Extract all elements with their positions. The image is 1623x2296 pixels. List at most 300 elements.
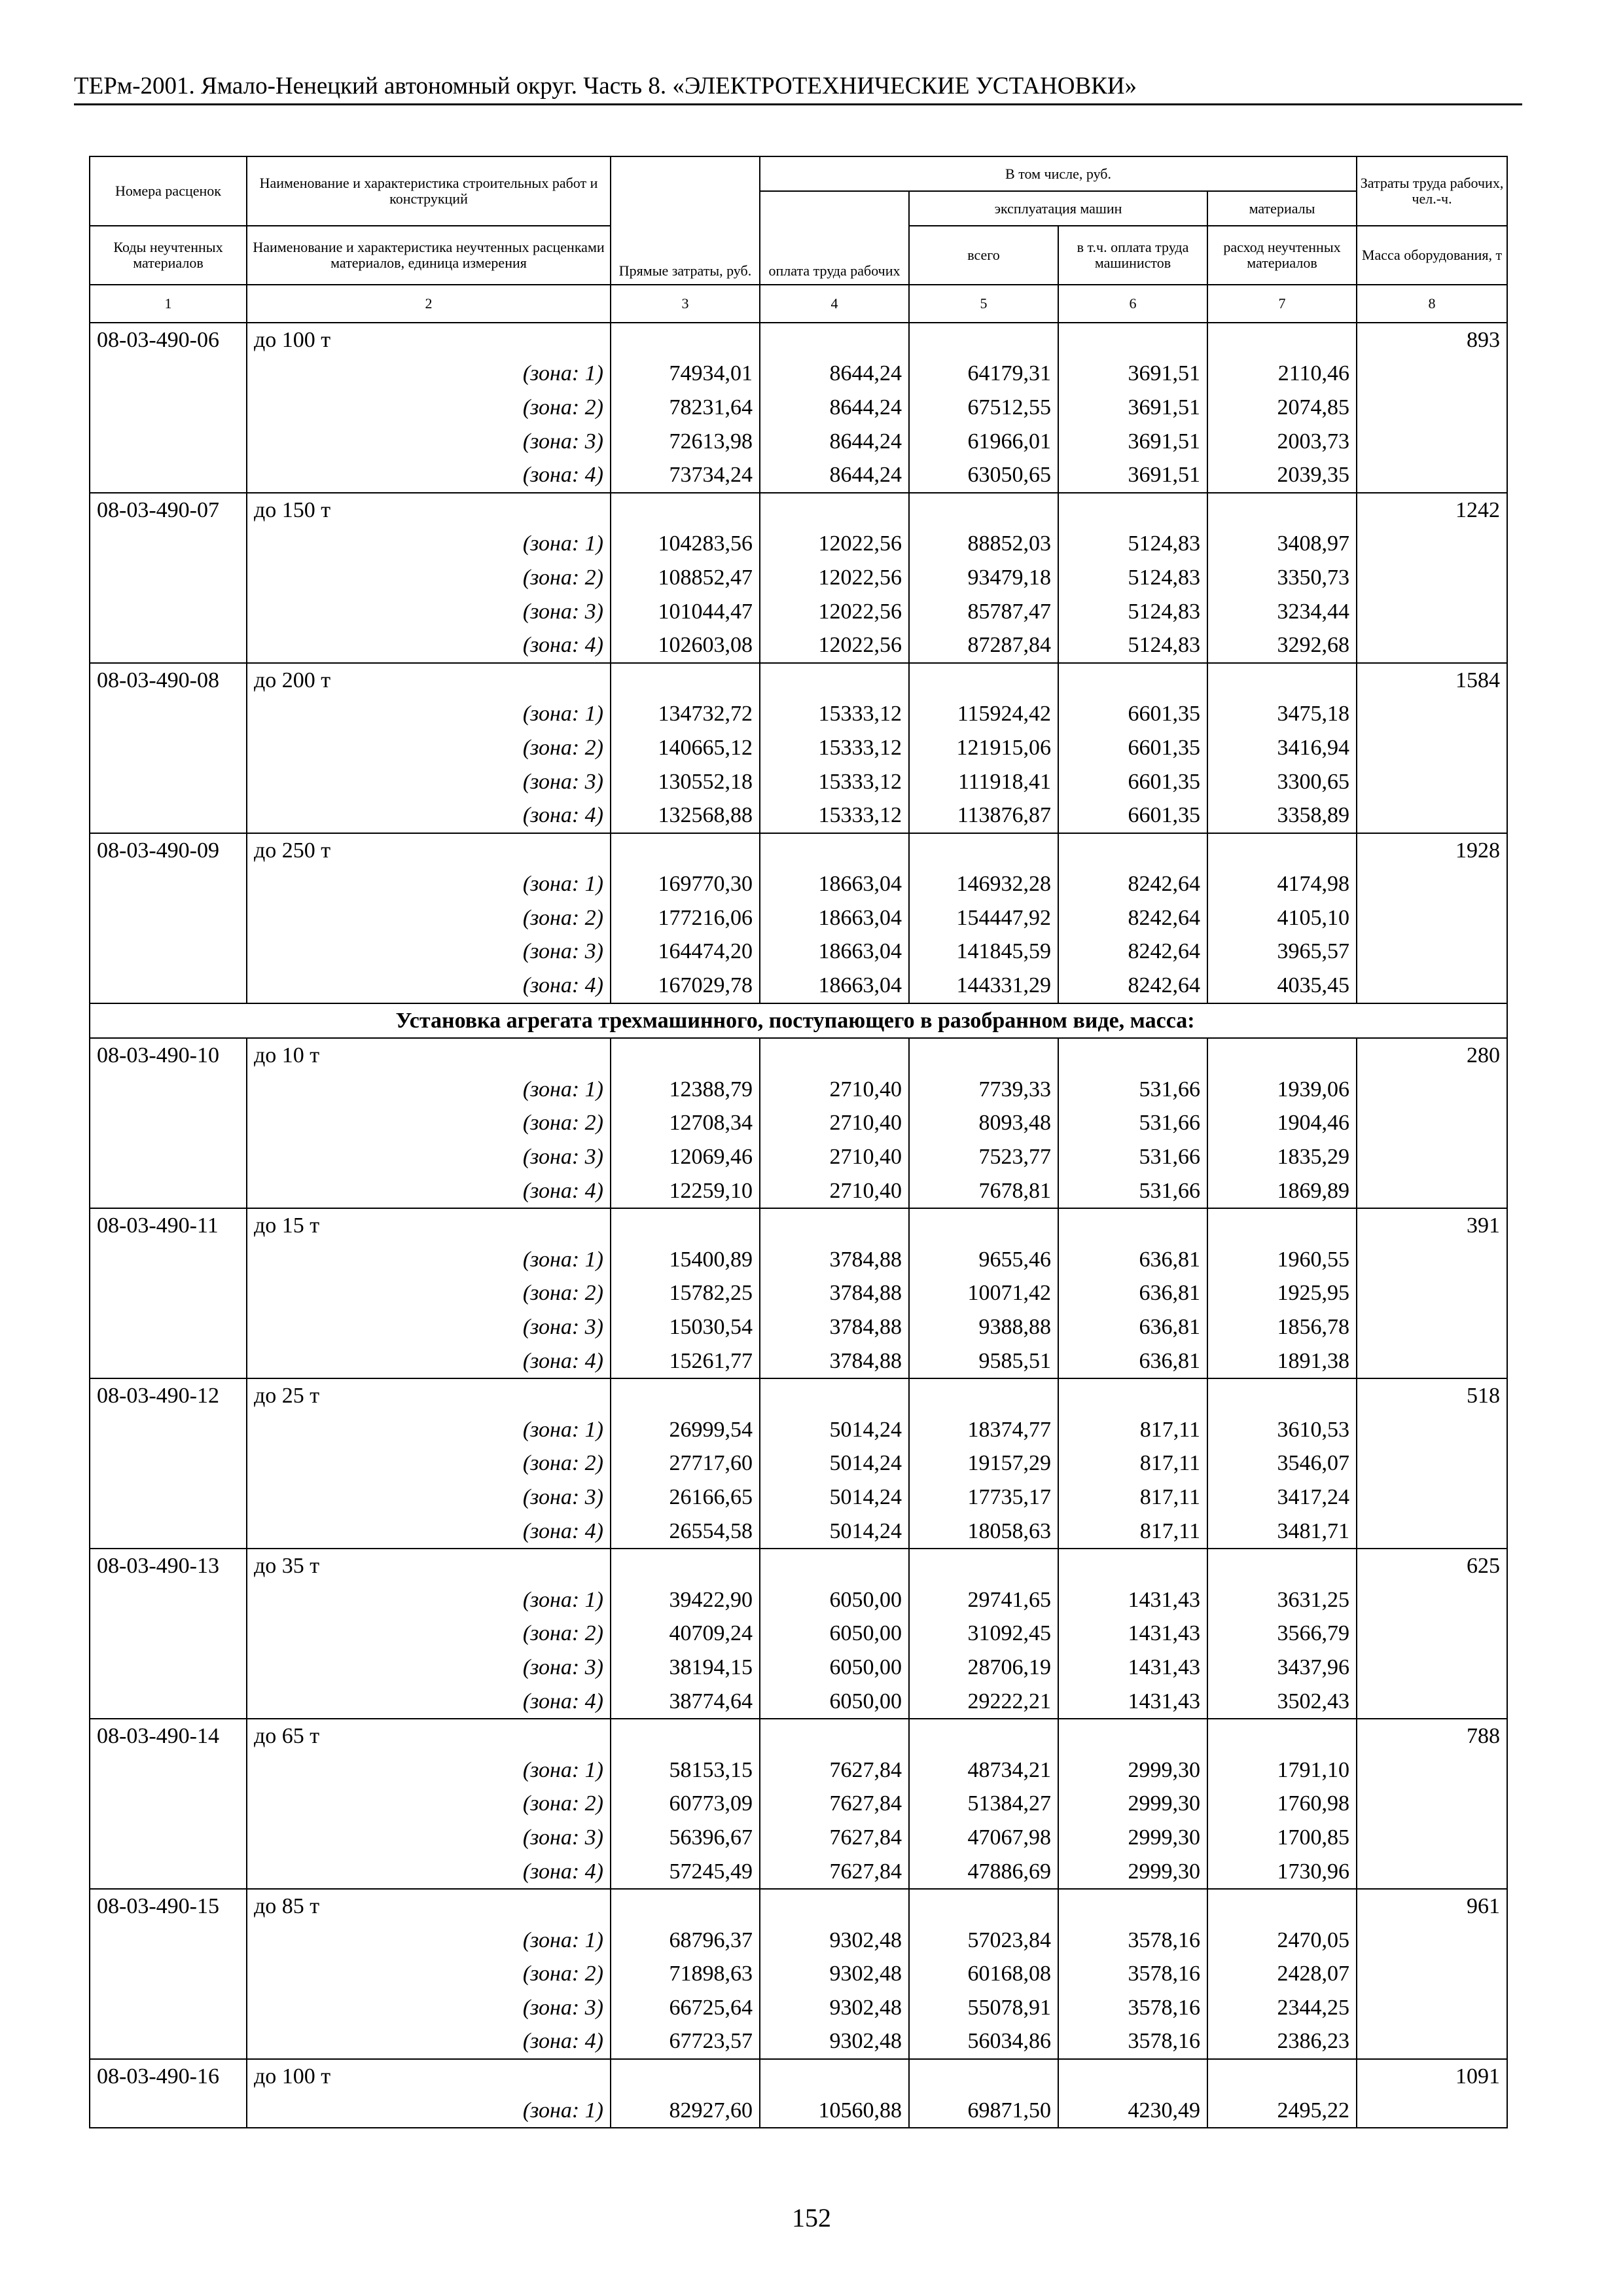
empty-cell: [1357, 2094, 1507, 2128]
machines-total: 56034,86: [909, 2025, 1058, 2060]
materials-cost: 1856,78: [1207, 1310, 1357, 1344]
zone-row: [90, 798, 1507, 833]
operators-wages: 5124,83: [1058, 528, 1207, 562]
empty-cell: [1357, 1107, 1507, 1141]
operators-wages: 636,81: [1058, 1243, 1207, 1277]
column-numbers-row: [90, 285, 1507, 323]
empty-cell: [1357, 1073, 1507, 1107]
machines-total: 144331,29: [909, 969, 1058, 1003]
direct-costs: 66725,64: [611, 1991, 760, 2025]
empty-cell: [611, 1208, 760, 1243]
empty-cell: [1357, 1344, 1507, 1379]
empty-cell: [1357, 1821, 1507, 1855]
direct-costs: 67723,57: [611, 2025, 760, 2060]
empty-cell: [760, 1038, 909, 1073]
empty-cell: [760, 663, 909, 698]
rate-item-row: [90, 1549, 1507, 1583]
zone-label: (зона: 3): [247, 425, 611, 459]
direct-costs: 38194,15: [611, 1651, 760, 1685]
materials-cost: 3965,57: [1207, 935, 1357, 969]
zone-row: [90, 1140, 1507, 1174]
machines-total: 7678,81: [909, 1174, 1058, 1209]
direct-costs: 15030,54: [611, 1310, 760, 1344]
rate-name: до 65 т: [247, 1719, 611, 1753]
workers-wages: 6050,00: [760, 1685, 909, 1719]
rate-item-row: [90, 323, 1507, 357]
workers-wages: 8644,24: [760, 357, 909, 391]
empty-cell: [1357, 1685, 1507, 1719]
rate-code: 08-03-490-08: [90, 663, 247, 698]
operators-wages: 2999,30: [1058, 1753, 1207, 1787]
zone-row: [90, 1107, 1507, 1141]
machines-total: 9655,46: [909, 1243, 1058, 1277]
zone-label: (зона: 2): [247, 1787, 611, 1821]
workers-wages: 2710,40: [760, 1174, 909, 1209]
workers-wages: 2710,40: [760, 1140, 909, 1174]
operators-wages: 5124,83: [1058, 595, 1207, 629]
workers-wages: 12022,56: [760, 595, 909, 629]
rate-name: до 35 т: [247, 1549, 611, 1583]
machines-total: 154447,92: [909, 901, 1058, 935]
zone-label: (зона: 3): [247, 935, 611, 969]
machines-total: 31092,45: [909, 1617, 1058, 1651]
materials-cost: 3481,71: [1207, 1515, 1357, 1549]
zone-row: [90, 969, 1507, 1003]
empty-cell: [909, 833, 1058, 868]
machines-total: 17735,17: [909, 1480, 1058, 1515]
empty-cell: [90, 1174, 247, 1209]
rate-item-row: [90, 1889, 1507, 1924]
labor-hours: 625: [1357, 1549, 1507, 1583]
workers-wages: 5014,24: [760, 1480, 909, 1515]
empty-cell: [90, 798, 247, 833]
empty-cell: [1357, 1651, 1507, 1685]
operators-wages: 8242,64: [1058, 935, 1207, 969]
empty-cell: [1357, 765, 1507, 799]
empty-cell: [90, 2094, 247, 2128]
workers-wages: 6050,00: [760, 1617, 909, 1651]
zone-label: (зона: 2): [247, 731, 611, 765]
labor-hours: 1584: [1357, 663, 1507, 698]
column-number: 2: [247, 285, 611, 323]
rate-name: до 10 т: [247, 1038, 611, 1073]
empty-cell: [1357, 628, 1507, 663]
materials-cost: 3417,24: [1207, 1480, 1357, 1515]
materials-cost: 3566,79: [1207, 1617, 1357, 1651]
empty-cell: [1357, 1583, 1507, 1617]
zone-row: [90, 1310, 1507, 1344]
rate-item-row: [90, 2059, 1507, 2094]
workers-wages: 8644,24: [760, 425, 909, 459]
machines-total: 18374,77: [909, 1413, 1058, 1447]
rate-code: 08-03-490-12: [90, 1378, 247, 1413]
zone-row: [90, 935, 1507, 969]
rate-name: до 15 т: [247, 1208, 611, 1243]
empty-cell: [1058, 493, 1207, 528]
workers-wages: 18663,04: [760, 868, 909, 902]
zone-label: (зона: 1): [247, 1073, 611, 1107]
workers-wages: 7627,84: [760, 1753, 909, 1787]
th-including: В том числе, руб.: [760, 156, 1357, 191]
operators-wages: 6601,35: [1058, 731, 1207, 765]
workers-wages: 6050,00: [760, 1651, 909, 1685]
zone-row: [90, 425, 1507, 459]
empty-cell: [1357, 1277, 1507, 1311]
operators-wages: 1431,43: [1058, 1651, 1207, 1685]
zone-row: [90, 698, 1507, 732]
machines-total: 64179,31: [909, 357, 1058, 391]
direct-costs: 57245,49: [611, 1855, 760, 1890]
empty-cell: [90, 1753, 247, 1787]
operators-wages: 636,81: [1058, 1344, 1207, 1379]
zone-label: (зона: 4): [247, 1855, 611, 1890]
rate-code: 08-03-490-09: [90, 833, 247, 868]
machines-total: 88852,03: [909, 528, 1058, 562]
direct-costs: 26554,58: [611, 1515, 760, 1549]
empty-cell: [1357, 969, 1507, 1003]
empty-cell: [1357, 1958, 1507, 1992]
empty-cell: [90, 698, 247, 732]
operators-wages: 817,11: [1058, 1413, 1207, 1447]
rate-name: до 25 т: [247, 1378, 611, 1413]
materials-cost: 1904,46: [1207, 1107, 1357, 1141]
empty-cell: [90, 765, 247, 799]
zone-label: (зона: 2): [247, 1277, 611, 1311]
workers-wages: 15333,12: [760, 765, 909, 799]
zone-row: [90, 1344, 1507, 1379]
operators-wages: 636,81: [1058, 1277, 1207, 1311]
empty-cell: [1058, 1208, 1207, 1243]
rate-code: 08-03-490-13: [90, 1549, 247, 1583]
machines-total: 8093,48: [909, 1107, 1058, 1141]
table-body: [90, 323, 1507, 2128]
zone-row: [90, 628, 1507, 663]
direct-costs: 164474,20: [611, 935, 760, 969]
empty-cell: [1357, 698, 1507, 732]
empty-cell: [1357, 901, 1507, 935]
direct-costs: 74934,01: [611, 357, 760, 391]
zone-label: (зона: 3): [247, 1821, 611, 1855]
empty-cell: [90, 1787, 247, 1821]
direct-costs: 12259,10: [611, 1174, 760, 1209]
empty-cell: [760, 323, 909, 357]
zone-row: [90, 1821, 1507, 1855]
machines-total: 47067,98: [909, 1821, 1058, 1855]
zone-label: (зона: 4): [247, 2025, 611, 2060]
th-name: Наименование и характеристика строительных работ и конструкций: [247, 156, 611, 226]
direct-costs: 68796,37: [611, 1924, 760, 1958]
zone-label: (зона: 3): [247, 1310, 611, 1344]
zone-label: (зона: 2): [247, 391, 611, 425]
price-table: [89, 156, 1508, 2128]
machines-total: 60168,08: [909, 1958, 1058, 1992]
empty-cell: [90, 1617, 247, 1651]
empty-cell: [1207, 493, 1357, 528]
machines-total: 146932,28: [909, 868, 1058, 902]
workers-wages: 5014,24: [760, 1447, 909, 1481]
rate-code: 08-03-490-15: [90, 1889, 247, 1924]
direct-costs: 132568,88: [611, 798, 760, 833]
operators-wages: 3578,16: [1058, 1924, 1207, 1958]
empty-cell: [611, 1719, 760, 1753]
zone-label: (зона: 1): [247, 1243, 611, 1277]
operators-wages: 636,81: [1058, 1310, 1207, 1344]
zone-label: (зона: 4): [247, 798, 611, 833]
workers-wages: 8644,24: [760, 391, 909, 425]
machines-total: 113876,87: [909, 798, 1058, 833]
workers-wages: 7627,84: [760, 1855, 909, 1890]
zone-label: (зона: 2): [247, 1958, 611, 1992]
zone-label: (зона: 4): [247, 969, 611, 1003]
materials-cost: 2039,35: [1207, 458, 1357, 493]
empty-cell: [90, 628, 247, 663]
empty-cell: [1207, 1208, 1357, 1243]
operators-wages: 1431,43: [1058, 1685, 1207, 1719]
column-number: 6: [1058, 285, 1207, 323]
direct-costs: 58153,15: [611, 1753, 760, 1787]
materials-cost: 2344,25: [1207, 1991, 1357, 2025]
th-unaccounted-names: Наименование и характеристика неучтенных расценками материалов, единица измерения: [247, 226, 611, 285]
empty-cell: [611, 1378, 760, 1413]
th-equipment-mass: Масса оборудования, т: [1357, 226, 1507, 285]
operators-wages: 6601,35: [1058, 798, 1207, 833]
rate-name: до 200 т: [247, 663, 611, 698]
operators-wages: 3691,51: [1058, 425, 1207, 459]
empty-cell: [1207, 1889, 1357, 1924]
operators-wages: 6601,35: [1058, 765, 1207, 799]
zone-row: [90, 1174, 1507, 1209]
empty-cell: [1058, 2059, 1207, 2094]
materials-cost: 3234,44: [1207, 595, 1357, 629]
operators-wages: 817,11: [1058, 1447, 1207, 1481]
machines-total: 29741,65: [909, 1583, 1058, 1617]
column-number: 3: [611, 285, 760, 323]
empty-cell: [1357, 458, 1507, 493]
zone-label: (зона: 1): [247, 868, 611, 902]
machines-total: 115924,42: [909, 698, 1058, 732]
materials-cost: 2386,23: [1207, 2025, 1357, 2060]
operators-wages: 6601,35: [1058, 698, 1207, 732]
zone-row: [90, 731, 1507, 765]
direct-costs: 27717,60: [611, 1447, 760, 1481]
empty-cell: [90, 935, 247, 969]
direct-costs: 12069,46: [611, 1140, 760, 1174]
zone-label: (зона: 1): [247, 698, 611, 732]
empty-cell: [90, 561, 247, 595]
operators-wages: 817,11: [1058, 1515, 1207, 1549]
zone-row: [90, 1243, 1507, 1277]
th-direct-costs: Прямые затраты, руб.: [611, 156, 760, 285]
materials-cost: 3610,53: [1207, 1413, 1357, 1447]
workers-wages: 18663,04: [760, 901, 909, 935]
zone-row: [90, 1685, 1507, 1719]
empty-cell: [760, 1549, 909, 1583]
machines-total: 10071,42: [909, 1277, 1058, 1311]
zone-label: (зона: 1): [247, 1583, 611, 1617]
empty-cell: [760, 2059, 909, 2094]
empty-cell: [909, 323, 1058, 357]
operators-wages: 3691,51: [1058, 357, 1207, 391]
workers-wages: 2710,40: [760, 1107, 909, 1141]
empty-cell: [90, 1107, 247, 1141]
empty-cell: [1357, 528, 1507, 562]
rate-item-row: [90, 1208, 1507, 1243]
direct-costs: 60773,09: [611, 1787, 760, 1821]
empty-cell: [1357, 1515, 1507, 1549]
machines-total: 67512,55: [909, 391, 1058, 425]
empty-cell: [90, 2025, 247, 2060]
zone-label: (зона: 1): [247, 1924, 611, 1958]
empty-cell: [90, 1958, 247, 1992]
operators-wages: 8242,64: [1058, 868, 1207, 902]
workers-wages: 8644,24: [760, 458, 909, 493]
empty-cell: [909, 2059, 1058, 2094]
direct-costs: 12708,34: [611, 1107, 760, 1141]
empty-cell: [90, 1685, 247, 1719]
empty-cell: [90, 1651, 247, 1685]
zone-label: (зона: 1): [247, 2094, 611, 2128]
operators-wages: 4230,49: [1058, 2094, 1207, 2128]
th-code: Номера расценок: [90, 156, 247, 226]
operators-wages: 5124,83: [1058, 561, 1207, 595]
zone-label: (зона: 3): [247, 1991, 611, 2025]
machines-total: 18058,63: [909, 1515, 1058, 1549]
operators-wages: 2999,30: [1058, 1855, 1207, 1890]
empty-cell: [90, 595, 247, 629]
empty-cell: [611, 2059, 760, 2094]
empty-cell: [90, 1310, 247, 1344]
operators-wages: 2999,30: [1058, 1787, 1207, 1821]
rate-item-row: [90, 663, 1507, 698]
workers-wages: 10560,88: [760, 2094, 909, 2128]
zone-row: [90, 1583, 1507, 1617]
direct-costs: 108852,47: [611, 561, 760, 595]
rate-code: 08-03-490-07: [90, 493, 247, 528]
materials-cost: 4035,45: [1207, 969, 1357, 1003]
direct-costs: 15261,77: [611, 1344, 760, 1379]
operators-wages: 1431,43: [1058, 1617, 1207, 1651]
empty-cell: [909, 1378, 1058, 1413]
machines-total: 29222,21: [909, 1685, 1058, 1719]
empty-cell: [90, 1140, 247, 1174]
zone-label: (зона: 3): [247, 595, 611, 629]
th-machines: эксплуатация машин: [909, 191, 1207, 226]
th-materials: материалы: [1207, 191, 1357, 226]
rate-name: до 250 т: [247, 833, 611, 868]
empty-cell: [1357, 1855, 1507, 1890]
empty-cell: [1058, 323, 1207, 357]
direct-costs: 40709,24: [611, 1617, 760, 1651]
column-number: 1: [90, 285, 247, 323]
labor-hours: 1928: [1357, 833, 1507, 868]
empty-cell: [90, 1344, 247, 1379]
machines-total: 28706,19: [909, 1651, 1058, 1685]
empty-cell: [909, 493, 1058, 528]
operators-wages: 531,66: [1058, 1140, 1207, 1174]
direct-costs: 56396,67: [611, 1821, 760, 1855]
machines-total: 63050,65: [909, 458, 1058, 493]
empty-cell: [1357, 425, 1507, 459]
machines-total: 57023,84: [909, 1924, 1058, 1958]
rate-code: 08-03-490-06: [90, 323, 247, 357]
empty-cell: [90, 1924, 247, 1958]
materials-cost: 1700,85: [1207, 1821, 1357, 1855]
column-number: 8: [1357, 285, 1507, 323]
materials-cost: 3300,65: [1207, 765, 1357, 799]
operators-wages: 817,11: [1058, 1480, 1207, 1515]
column-number: 7: [1207, 285, 1357, 323]
workers-wages: 18663,04: [760, 969, 909, 1003]
empty-cell: [90, 1821, 247, 1855]
empty-cell: [1207, 323, 1357, 357]
empty-cell: [90, 868, 247, 902]
materials-cost: 2110,46: [1207, 357, 1357, 391]
operators-wages: 3691,51: [1058, 458, 1207, 493]
zone-label: (зона: 3): [247, 765, 611, 799]
rate-code: 08-03-490-10: [90, 1038, 247, 1073]
zone-label: (зона: 1): [247, 357, 611, 391]
page-header: ТЕРм-2001. Ямало-Ненецкий автономный округ. Часть 8. «ЭЛЕКТРОТЕХНИЧЕСКИЕ УСТАНОВКИ»: [74, 71, 1522, 105]
empty-cell: [1058, 833, 1207, 868]
empty-cell: [1357, 2025, 1507, 2060]
empty-cell: [90, 357, 247, 391]
operators-wages: 3578,16: [1058, 1958, 1207, 1992]
zone-row: [90, 458, 1507, 493]
rate-code: 08-03-490-14: [90, 1719, 247, 1753]
rate-name: до 150 т: [247, 493, 611, 528]
empty-cell: [90, 528, 247, 562]
workers-wages: 3784,88: [760, 1277, 909, 1311]
empty-cell: [909, 663, 1058, 698]
materials-cost: 2470,05: [1207, 1924, 1357, 1958]
empty-cell: [611, 833, 760, 868]
labor-hours: 280: [1357, 1038, 1507, 1073]
empty-cell: [760, 1719, 909, 1753]
empty-cell: [90, 1583, 247, 1617]
machines-total: 48734,21: [909, 1753, 1058, 1787]
rate-item-row: [90, 493, 1507, 528]
empty-cell: [1207, 1719, 1357, 1753]
th-wages: оплата труда рабочих: [760, 191, 909, 285]
zone-label: (зона: 4): [247, 458, 611, 493]
empty-cell: [1207, 1378, 1357, 1413]
empty-cell: [1357, 1991, 1507, 2025]
empty-cell: [1357, 1753, 1507, 1787]
empty-cell: [1357, 1617, 1507, 1651]
direct-costs: 38774,64: [611, 1685, 760, 1719]
operators-wages: 8242,64: [1058, 901, 1207, 935]
machines-total: 47886,69: [909, 1855, 1058, 1890]
materials-cost: 3416,94: [1207, 731, 1357, 765]
materials-cost: 3631,25: [1207, 1583, 1357, 1617]
materials-cost: 3350,73: [1207, 561, 1357, 595]
zone-row: [90, 1277, 1507, 1311]
rate-item-row: [90, 1038, 1507, 1073]
th-unaccounted-codes: Коды неучтенных материалов: [90, 226, 247, 285]
zone-row: [90, 561, 1507, 595]
empty-cell: [611, 1889, 760, 1924]
labor-hours: 391: [1357, 1208, 1507, 1243]
workers-wages: 9302,48: [760, 1924, 909, 1958]
th-operators-wages: в т.ч. оплата труда машинистов: [1058, 226, 1207, 285]
page-number: 152: [792, 2203, 831, 2233]
empty-cell: [1058, 1038, 1207, 1073]
direct-costs: 15782,25: [611, 1277, 760, 1311]
direct-costs: 177216,06: [611, 901, 760, 935]
materials-cost: 1891,38: [1207, 1344, 1357, 1379]
workers-wages: 9302,48: [760, 2025, 909, 2060]
empty-cell: [611, 1038, 760, 1073]
